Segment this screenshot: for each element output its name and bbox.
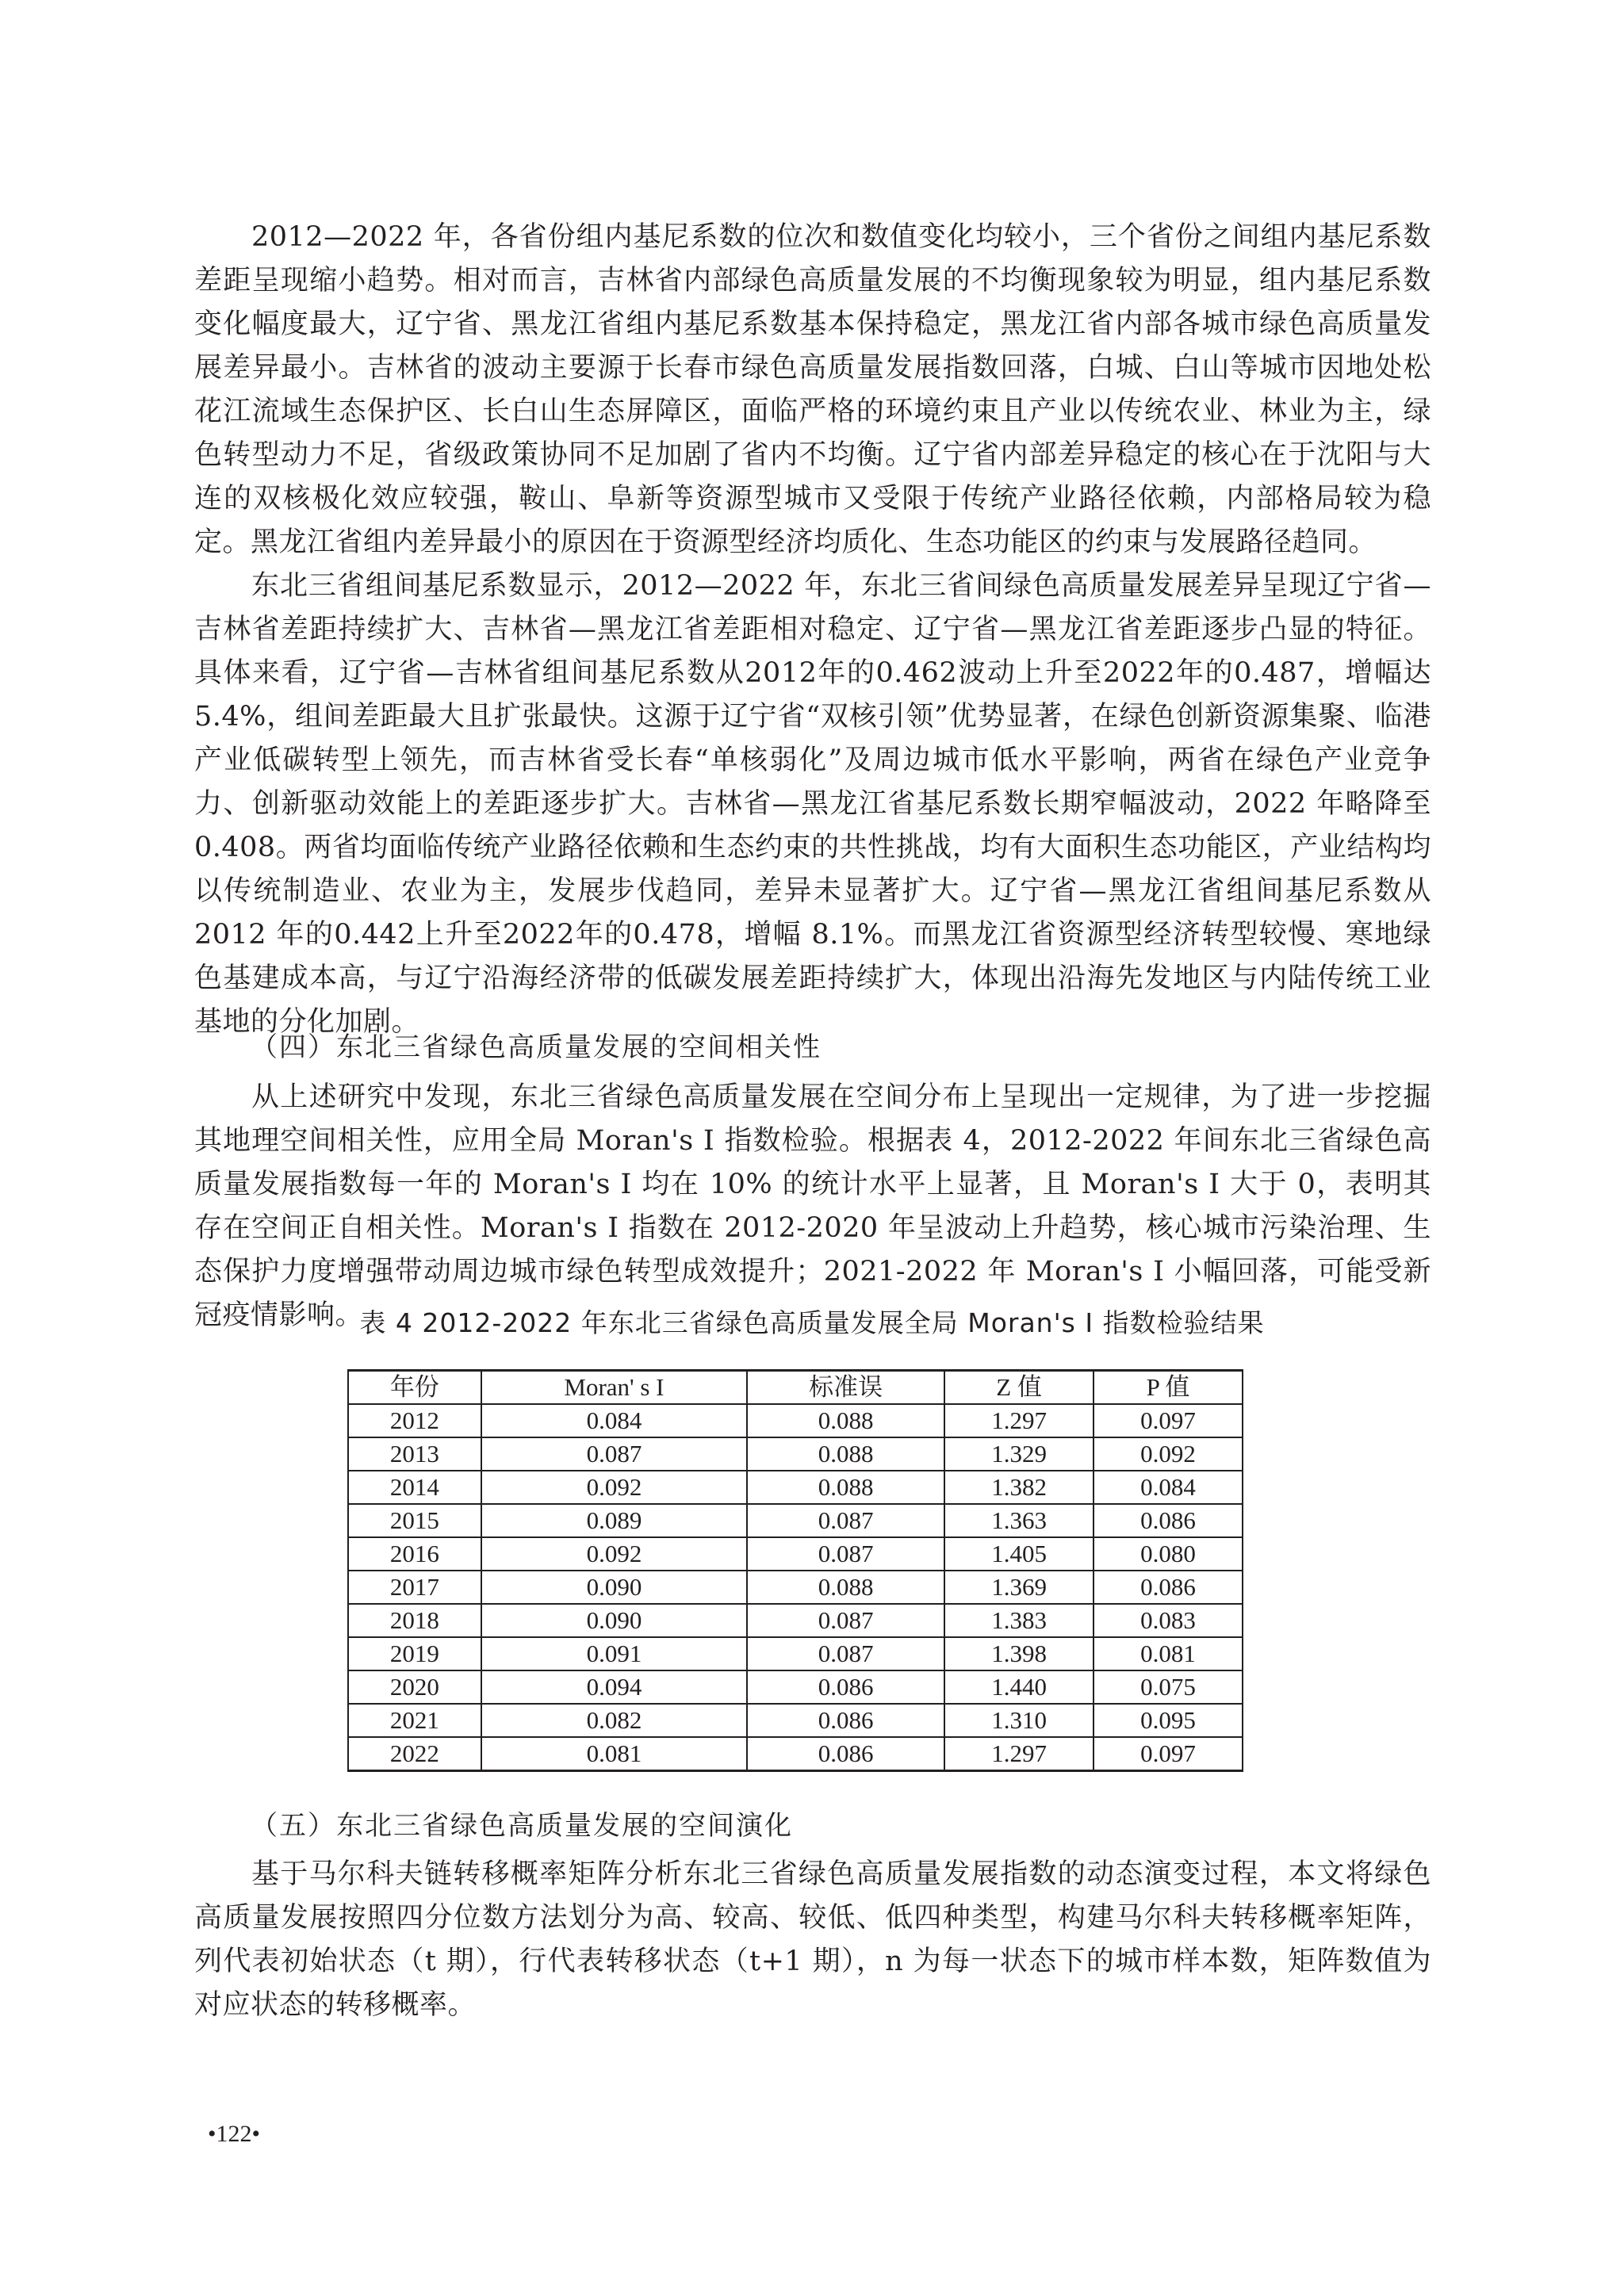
cell-p-value: 0.097 [1094,1404,1243,1437]
table-row [348,1471,1243,1504]
cell-year: 2015 [348,1504,481,1537]
cell-z-value: 1.383 [944,1604,1094,1637]
paragraph-text: 从上述研究中发现，东北三省绿色高质量发展在空间分布上呈现出一定规律，为了进一步挖掘其地理空间相关性，应用全局 Moran's I 指数检验。根据表 4，2012-2022 年间东北三省绿色高质量发展指数每一年的 Moran's I 均在 10% 的统计水平上显著，且 Moran's I 大于 0，表明其存在空间正自相关性。Moran's I 指数在 2012-2020 年呈波动上升趋势，核心城市污染治理、生态保护力度增强带动周边城市绿色转型成效提升；2021-2022 年 Moran's I 小幅回落，可能受新冠疫情影响。 [194,1081,1431,1331]
paragraph-markov-chain [194,1853,1431,2027]
cell-morans-i: 0.089 [481,1504,748,1537]
table-row [348,1437,1243,1471]
cell-morans-i: 0.091 [481,1637,748,1670]
header-year: 年份 [348,1371,481,1405]
cell-z-value: 1.405 [944,1537,1094,1571]
cell-std-error: 0.088 [747,1437,944,1471]
paragraph-text: 东北三省组间基尼系数显示，2012—2022 年，东北三省间绿色高质量发展差异呈现辽宁省—吉林省差距持续扩大、吉林省—黑龙江省差距相对稳定、辽宁省—黑龙江省差距逐步凸显的特征。具体来看，辽宁省—吉林省组间基尼系数从2012年的0.462波动上升至2022年的0.487，增幅达5.4%，组间差距最大且扩张最快。这源于辽宁省“双核引领”优势显著，在绿色创新资源集聚、临港产业低碳转型上领先，而吉林省受长春“单核弱化”及周边城市低水平影响，两省在绿色产业竞争力、创新驱动效能上的差距逐步扩大。吉林省—黑龙江省基尼系数长期窄幅波动，2022 年略降至 0.408。两省均面临传统产业路径依赖和生态约束的共性挑战，均有大面积生态功能区，产业结构均以传统制造业、农业为主，发展步伐趋同，差异未显著扩大。辽宁省—黑龙江省组间基尼系数从 2012 年的0.442上升至2022年的0.478，增幅 8.1%。而黑龙江省资源型经济转型较慢、寒地绿色基建成本高，与辽宁沿海经济带的低碳发展差距持续扩大，体现出沿海先发地区与内陆传统工业基地的分化加剧。 [194,570,1431,1038]
cell-p-value: 0.084 [1094,1471,1243,1504]
cell-z-value: 1.440 [944,1670,1094,1704]
table-row [348,1637,1243,1670]
paragraph-text: 2012—2022 年，各省份组内基尼系数的位次和数值变化均较小，三个省份之间组内基尼系数差距呈现缩小趋势。相对而言，吉林省内部绿色高质量发展的不均衡现象较为明显，组内基尼系数变化幅度最大，辽宁省、黑龙江省组内基尼系数基本保持稳定，黑龙江省内部各城市绿色高质量发展差异最小。吉林省的波动主要源于长春市绿色高质量发展指数回落，白城、白山等城市因地处松花江流域生态保护区、长白山生态屏障区，面临严格的环境约束且产业以传统农业、林业为主，绿色转型动力不足，省级政策协同不足加剧了省内不均衡。辽宁省内部差异稳定的核心在于沈阳与大连的双核极化效应较强，鞍山、阜新等资源型城市又受限于传统产业路径依赖，内部格局较为稳定。黑龙江省组内差异最小的原因在于资源型经济均质化、生态功能区的约束与发展路径趋同。 [194,221,1431,558]
cell-std-error: 0.088 [747,1571,944,1604]
table-row [348,1537,1243,1571]
table-caption: 表 4 2012-2022 年东北三省绿色高质量发展全局 Moran's I 指数检验结果 [359,1307,1265,1338]
header-std-error: 标准误 [747,1371,944,1405]
cell-p-value: 0.097 [1094,1737,1243,1771]
cell-year: 2012 [348,1404,481,1437]
cell-morans-i: 0.081 [481,1737,748,1771]
cell-p-value: 0.080 [1094,1537,1243,1571]
cell-year: 2019 [348,1637,481,1670]
paragraph-within-group-gini [194,216,1431,564]
table-row [348,1604,1243,1637]
cell-year: 2020 [348,1670,481,1704]
paragraph-moran-analysis [194,1076,1431,1337]
table-row [348,1737,1243,1771]
table-row [348,1670,1243,1704]
cell-z-value: 1.369 [944,1571,1094,1604]
cell-year: 2014 [348,1471,481,1504]
cell-p-value: 0.086 [1094,1571,1243,1604]
section-heading-spatial-correlation: （四）东北三省绿色高质量发展的空间相关性 [251,1031,822,1063]
cell-z-value: 1.329 [944,1437,1094,1471]
cell-std-error: 0.087 [747,1504,944,1537]
cell-z-value: 1.363 [944,1504,1094,1537]
cell-morans-i: 0.090 [481,1571,748,1604]
cell-std-error: 0.086 [747,1670,944,1704]
cell-std-error: 0.088 [747,1404,944,1437]
cell-morans-i: 0.092 [481,1471,748,1504]
cell-p-value: 0.081 [1094,1637,1243,1670]
header-p-value: P 值 [1094,1371,1243,1405]
cell-p-value: 0.095 [1094,1704,1243,1737]
table-row [348,1704,1243,1737]
cell-morans-i: 0.092 [481,1537,748,1571]
cell-year: 2022 [348,1737,481,1771]
header-z-value: Z 值 [944,1371,1094,1405]
moran-i-table [347,1369,1243,1772]
cell-p-value: 0.086 [1094,1504,1243,1537]
cell-morans-i: 0.087 [481,1437,748,1471]
page-number: •122• [208,2121,261,2147]
table-header-row [348,1371,1243,1405]
cell-std-error: 0.088 [747,1471,944,1504]
cell-morans-i: 0.094 [481,1670,748,1704]
table-row [348,1504,1243,1537]
cell-z-value: 1.297 [944,1404,1094,1437]
cell-year: 2021 [348,1704,481,1737]
cell-year: 2017 [348,1571,481,1604]
cell-z-value: 1.382 [944,1471,1094,1504]
cell-year: 2013 [348,1437,481,1471]
cell-morans-i: 0.084 [481,1404,748,1437]
cell-std-error: 0.087 [747,1537,944,1571]
table-row [348,1571,1243,1604]
cell-p-value: 0.092 [1094,1437,1243,1471]
cell-z-value: 1.398 [944,1637,1094,1670]
cell-std-error: 0.086 [747,1737,944,1771]
cell-p-value: 0.083 [1094,1604,1243,1637]
cell-year: 2016 [348,1537,481,1571]
cell-z-value: 1.297 [944,1737,1094,1771]
cell-std-error: 0.086 [747,1704,944,1737]
table-body [348,1404,1243,1771]
cell-z-value: 1.310 [944,1704,1094,1737]
cell-year: 2018 [348,1604,481,1637]
section-heading-spatial-evolution: （五）东北三省绿色高质量发展的空间演化 [251,1810,793,1842]
paragraph-text: 基于马尔科夫链转移概率矩阵分析东北三省绿色高质量发展指数的动态演变过程，本文将绿色高质量发展按照四分位数方法划分为高、较高、较低、低四种类型，构建马尔科夫转移概率矩阵，列代表初始状态（t 期），行代表转移状态（t+1 期），n 为每一状态下的城市样本数，矩阵数值为对应状态的转移概率。 [194,1858,1431,2021]
cell-std-error: 0.087 [747,1637,944,1670]
cell-std-error: 0.087 [747,1604,944,1637]
paragraph-between-group-gini [194,564,1431,1044]
cell-p-value: 0.075 [1094,1670,1243,1704]
header-morans-i: Moran' s I [481,1371,748,1405]
table-row [348,1404,1243,1437]
cell-morans-i: 0.090 [481,1604,748,1637]
cell-morans-i: 0.082 [481,1704,748,1737]
